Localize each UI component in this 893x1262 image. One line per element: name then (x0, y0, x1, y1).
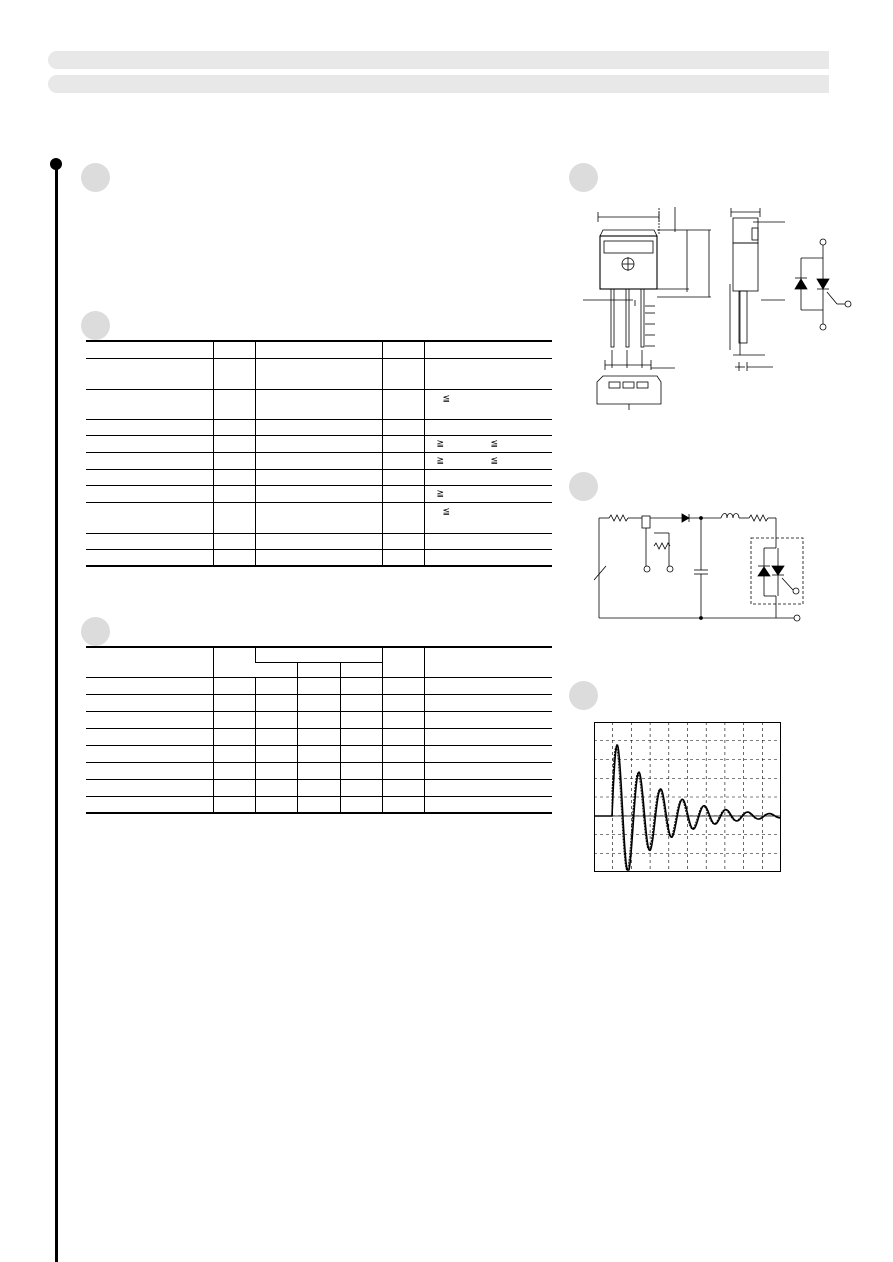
table-cell (255, 502, 382, 533)
table-cell (213, 779, 255, 796)
characteristics-table (86, 646, 552, 814)
page-spine-line (55, 162, 58, 1262)
device-symbol (795, 239, 851, 330)
table-row (86, 728, 552, 745)
table-cell (255, 796, 297, 813)
section-marker-outline (569, 163, 598, 192)
table-row (86, 452, 552, 469)
table-cell (340, 762, 382, 779)
header-cell (255, 647, 382, 662)
table-cell (86, 762, 213, 779)
table-cell (213, 419, 255, 435)
table-cell (382, 485, 424, 502)
table-cell (382, 452, 424, 469)
table-cell (382, 435, 424, 452)
table-cell (86, 389, 213, 419)
table-row (86, 677, 552, 694)
table-cell (297, 762, 340, 779)
table-cell (297, 745, 340, 762)
section-marker-ratings (81, 311, 110, 340)
section-marker-waveform (569, 681, 598, 710)
header-cell (297, 662, 340, 677)
table-row (86, 762, 552, 779)
table-cell (213, 358, 255, 389)
table-cell (424, 711, 552, 728)
table-header-row (86, 647, 552, 662)
table-cell (255, 694, 297, 711)
table-cell (86, 533, 213, 549)
table-cell (213, 533, 255, 549)
condition-cell: ≧ ≦ (424, 452, 552, 469)
table-cell (255, 485, 382, 502)
table-cell (382, 779, 424, 796)
header-cell (340, 662, 382, 677)
table-cell (86, 796, 213, 813)
table-cell (213, 485, 255, 502)
table-row (86, 796, 552, 813)
section-marker-test-circuit (569, 472, 598, 501)
table-cell (340, 779, 382, 796)
table-cell (86, 419, 213, 435)
section-marker-characteristics (81, 617, 110, 646)
table-cell (213, 435, 255, 452)
table-cell (382, 389, 424, 419)
table-cell (213, 694, 255, 711)
table-cell (382, 728, 424, 745)
table-cell (255, 389, 382, 419)
table-cell (382, 419, 424, 435)
table-cell (213, 745, 255, 762)
table-cell (382, 358, 424, 389)
table-cell (424, 694, 552, 711)
table-cell (255, 419, 382, 435)
table-row (86, 469, 552, 485)
table-cell (297, 694, 340, 711)
table-row (86, 779, 552, 796)
table-cell (424, 762, 552, 779)
page-spine-dot (50, 158, 62, 170)
table-row (86, 694, 552, 711)
table-cell (340, 796, 382, 813)
table-header-row (86, 341, 552, 358)
table-cell (424, 796, 552, 813)
package-outline-drawing (575, 200, 860, 415)
table-cell (340, 728, 382, 745)
table-cell (382, 502, 424, 533)
table-cell (86, 745, 213, 762)
table-row (86, 745, 552, 762)
condition-cell: ≧ ≦ (424, 435, 552, 452)
table-cell (213, 469, 255, 485)
table-row (86, 389, 552, 419)
table-cell (255, 549, 382, 566)
table-cell (213, 728, 255, 745)
table-cell (213, 502, 255, 533)
header-cell (255, 341, 382, 358)
table-row (86, 358, 552, 389)
table-cell (297, 711, 340, 728)
section-marker-features (81, 163, 110, 192)
table-cell (424, 549, 552, 566)
table-row (86, 485, 552, 502)
table-cell (255, 762, 297, 779)
table-cell (382, 469, 424, 485)
header-cell (255, 662, 297, 677)
table-cell (255, 711, 297, 728)
header-cell (86, 341, 213, 358)
table-cell (255, 358, 382, 389)
header-cell (86, 647, 213, 677)
table-cell (297, 796, 340, 813)
table-cell (382, 533, 424, 549)
test-circuit-diagram (594, 508, 809, 626)
table-cell (86, 549, 213, 566)
table-cell (340, 745, 382, 762)
header-cell (382, 647, 424, 677)
table-cell (255, 728, 297, 745)
package-front-view (583, 207, 711, 410)
table-cell (213, 549, 255, 566)
table-cell (86, 779, 213, 796)
table-cell (382, 745, 424, 762)
table-cell (297, 677, 340, 694)
table-cell (213, 389, 255, 419)
package-side-view (730, 208, 785, 371)
table-row (86, 502, 552, 533)
table-cell (382, 549, 424, 566)
header-cell (424, 341, 552, 358)
condition-cell: ≦ (424, 502, 552, 533)
table-cell (382, 762, 424, 779)
table-cell (213, 796, 255, 813)
table-cell (382, 677, 424, 694)
table-cell (86, 502, 213, 533)
table-cell (213, 452, 255, 469)
table-cell (340, 711, 382, 728)
ratings-table (86, 340, 552, 567)
table-cell (86, 485, 213, 502)
table-row (86, 533, 552, 549)
table-cell (86, 469, 213, 485)
table-cell (382, 711, 424, 728)
table-cell (213, 711, 255, 728)
table-cell (86, 677, 213, 694)
table-cell (86, 358, 213, 389)
table-cell (255, 435, 382, 452)
table-cell (86, 711, 213, 728)
table-cell (424, 728, 552, 745)
table-cell (424, 419, 552, 435)
table-cell (424, 677, 552, 694)
header-cell (382, 341, 424, 358)
header-cell (213, 647, 255, 677)
table-cell (255, 779, 297, 796)
table-cell (340, 694, 382, 711)
table-cell (255, 452, 382, 469)
waveform-plot (594, 722, 781, 872)
condition-cell: ≧ (424, 485, 552, 502)
table-cell (213, 762, 255, 779)
header-banner-top (48, 51, 829, 69)
table-cell (424, 779, 552, 796)
table-row (86, 549, 552, 566)
header-cell (213, 341, 255, 358)
table-row (86, 711, 552, 728)
table-cell (424, 533, 552, 549)
table-cell (297, 779, 340, 796)
table-cell (382, 796, 424, 813)
table-cell (86, 452, 213, 469)
table-cell (424, 358, 552, 389)
table-row (86, 435, 552, 452)
table-cell (382, 694, 424, 711)
condition-cell: ≦ (424, 389, 552, 419)
table-cell (213, 677, 255, 694)
table-cell (255, 469, 382, 485)
table-cell (255, 677, 297, 694)
table-cell (255, 745, 297, 762)
table-row (86, 419, 552, 435)
table-cell (424, 745, 552, 762)
table-cell (340, 677, 382, 694)
table-cell (86, 728, 213, 745)
table-cell (297, 728, 340, 745)
header-cell (424, 647, 552, 677)
table-cell (86, 435, 213, 452)
table-cell (86, 694, 213, 711)
table-cell (255, 533, 382, 549)
table-cell (424, 469, 552, 485)
header-banner-bottom (48, 75, 829, 93)
